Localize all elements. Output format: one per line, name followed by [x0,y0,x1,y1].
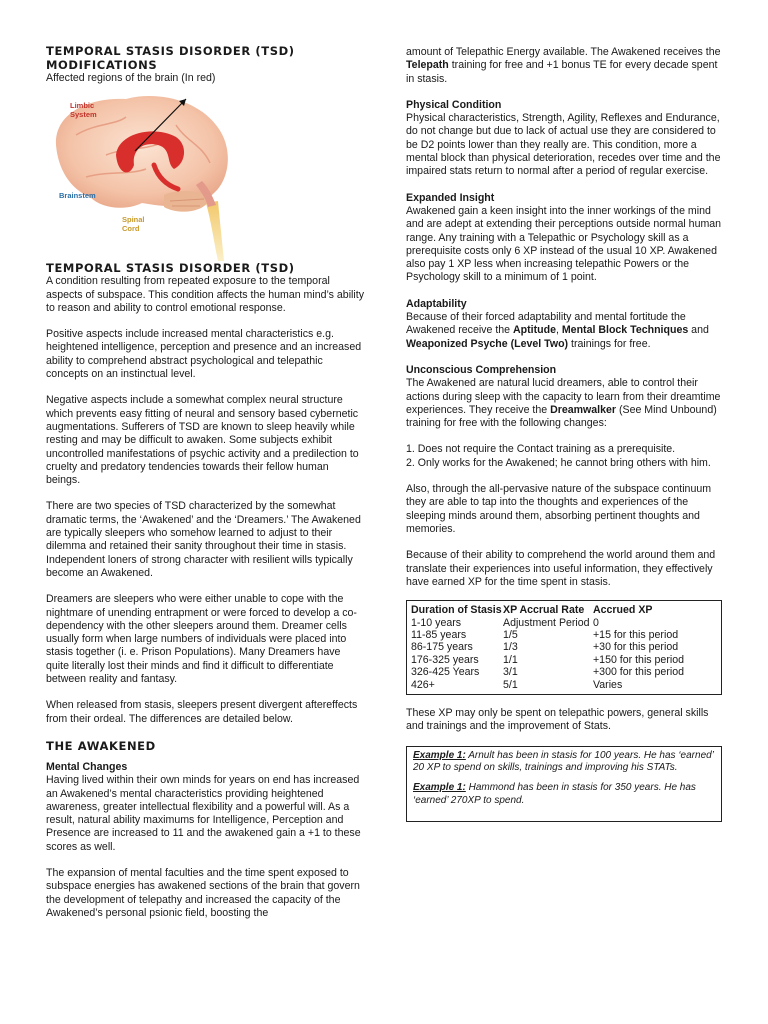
paragraph-physical-condition: Physical characteristics, Strength, Agility, Reflexes and Endurance, do not change but due to lack of actual use they are considered to be D2 points lower than they really are. This condition, more a mental block than physical deterioration, recedes over time and the impaired stats return to normal after a period of regular exercise. [406,112,721,178]
subheading-unconscious-comprehension: Unconscious Comprehension [406,363,557,376]
paragraph-mental-changes: Having lived within their own minds for years on end has increased an Awakened’s mental characteristics providing heightened awareness, greater intellectual flexibility and a powerful will. As a result, natural ability maximums for Intelligence, Perception and Presence are increased to 11 and the awakened gain a +1 to these scores as well. [46,774,361,853]
table-row: 1-10 years Adjustment Period 0 [411,616,599,629]
paragraph-continued: amount of Telepathic Energy available. The Awakened receives the Telepath training for free and +1 bonus TE for every decade spent in stasis. [406,46,721,85]
spinal-cord-shape [206,201,224,261]
paragraph-species: There are two species of TSD characterized by the somewhat dramatic terms, the ‘Awakened’ and the ‘Dreamers.’ The Awakened are typically sleepers who somehow learned to adjust to their dilemma and retained their sanity throughout their time in stasis. Independent loners of strong character with resilient wills typically become an Awakened. [46,500,361,579]
paragraph-xp-spending: These XP may only be spent on telepathic powers, general skills and trainings and the improvement of Stats. [406,706,709,733]
table-row: 86-175 years 1/3 +30 for this period [411,641,679,654]
section-title-tsd: TEMPORAL STASIS DISORDER (TSD) [46,261,295,276]
paragraph-expanded-insight: Awakened gain a keen insight into the inner workings of the mind and are adept at extending their perceptions outside normal human range. Any training with a Telepathic or Psychology skill as a prerequisite costs only 6 XP instead of the usual 10 XP. Awakened also pay 1 XP less when increasing telepathic Powers or the Psychology skill to a minimum of 1 point. [406,204,722,284]
paragraph-expansion: The expansion of mental faculties and the time spent exposed to subspace energies has awakened sections of the brain that govern the development of telepathy and increased the capacity of the Awakened’s personal psionic field, boosting the [46,866,360,919]
paragraph-because: Because of their ability to comprehend the world around them and translate their experiences into useful information, they effectively have earned XP for the time spent in stasis. [406,549,716,588]
brain-diagram [46,85,364,261]
affected-regions-caption: Affected regions of the brain (In red) [46,72,216,84]
keyword-telepath: Telepath [406,59,449,72]
keyword-aptitude: Aptitude [513,324,556,337]
header-duration: Duration of Stasis [411,604,502,617]
table-row: 426+ 5/1 Varies [411,678,623,691]
right-column [406,46,724,822]
xp-table-box [406,600,722,695]
keyword-dreamwalker: Dreamwalker [550,403,617,416]
example-box [406,746,722,823]
example-arnult: Example 1: Arnult has been in stasis for 100 years. He has ‘earned’ 20 XP to spend on skills, trainings and improving his STATs. [413,749,714,773]
subheading-expanded-insight: Expanded Insight [406,191,495,204]
paragraph-adaptability: Because of their forced adaptability and mental fortitude the Awakened receive the Aptitude, Mental Block Techniques and Weaponized Psyche (Level Two) trainings for free. [406,311,709,350]
paragraph-condition: A condition resulting from repeated exposure to the temporal aspects of subspace. This condition affects the human mind’s ability to reason and ability to control emotional response. [46,275,364,314]
subheading-mental-changes: Mental Changes [46,760,128,773]
table-row: 11-85 years 1/5 +15 for this period [411,628,679,641]
header-rate: XP Accrual Rate [503,604,585,617]
list-item-2: 2. Only works for the Awakened; he cannot bring others with him. [406,456,711,469]
paragraph-negative: Negative aspects include a somewhat complex neural structure which prevents easy fitting of neural and sensory based cybernetic augmentations. Sufferers of TSD are known to sleep heavily while resting and may be difficult to awaken. Some subjects exhibit uncontrolled manifestations of psychic activity and a predilection to cruelty and predatory tendencies towards their fellow human beings. [46,394,359,487]
keyword-weaponized-psyche: Weaponized Psyche (Level Two) [406,337,569,350]
example-label-2: Example 1: [413,782,466,794]
section-title-tsd-modifications: TEMPORAL STASIS DISORDER (TSD) MODIFICATIONS [46,44,295,72]
xp-table [411,604,713,691]
paragraph-unconscious: The Awakened are natural lucid dreamers, able to control their actions during sleep with the capacity to learn from their dreamtime experiences. They receive the Dreamwalker (See Mind Unbound) training for free with the following changes: [406,377,721,430]
section-title-awakened: THE AWAKENED [46,738,156,753]
example-label-1: Example 1: [413,749,466,761]
label-limbic: Limbic [70,101,95,111]
table-row: 326-425 Years 3/1 +300 for this period [411,666,684,679]
label-spinal: Spinal [122,215,145,225]
table-row: 176-325 years 1/1 +150 for this period [411,653,684,666]
paragraph-also: Also, through the all-pervasive nature of the subspace continuum they are able to tap into the thoughts and experiences of the sleeping minds around them, absorbing pertinent thoughts and memories. [406,483,712,535]
paragraph-released: When released from stasis, sleepers present divergent aftereffects from their ordeal. The differences are detailed below. [46,699,358,725]
header-accrued: Accrued XP [593,604,653,617]
subheading-adaptability: Adaptability [406,297,467,310]
label-brainstem: Brainstem [59,191,96,201]
left-column [46,44,364,920]
paragraph-dreamers: Dreamers are sleepers who were either unable to cope with the nightmare of unending entrapment or were forced to develop a co-dependency with the other sleepers around them. Dreamer cells usually form when large numbers of individuals were placed into stasis together (i. e. Prison Populations). Many Dreamers have quite literally lost their minds and find it difficult to differentiate between reality and fantasy. [46,593,357,686]
subheading-physical-condition: Physical Condition [406,98,502,111]
paragraph-positive: Positive aspects include increased mental characteristics e.g. heightened intelligence, perception and presence and an increased ability to comprehend abstract psychological and telepathic concepts on an instinctual level. [46,328,362,381]
label-system: System [70,110,97,120]
table-header-row [411,604,713,616]
list-item-1: 1. Does not require the Contact training as a prerequisite. [406,443,676,456]
example-hammond: Example 1: Hammond has been in stasis for 350 years. He has ‘earned’ 270XP to spend. [413,782,696,806]
keyword-mental-block: Mental Block Techniques [561,324,689,337]
label-cord: Cord [122,224,140,234]
